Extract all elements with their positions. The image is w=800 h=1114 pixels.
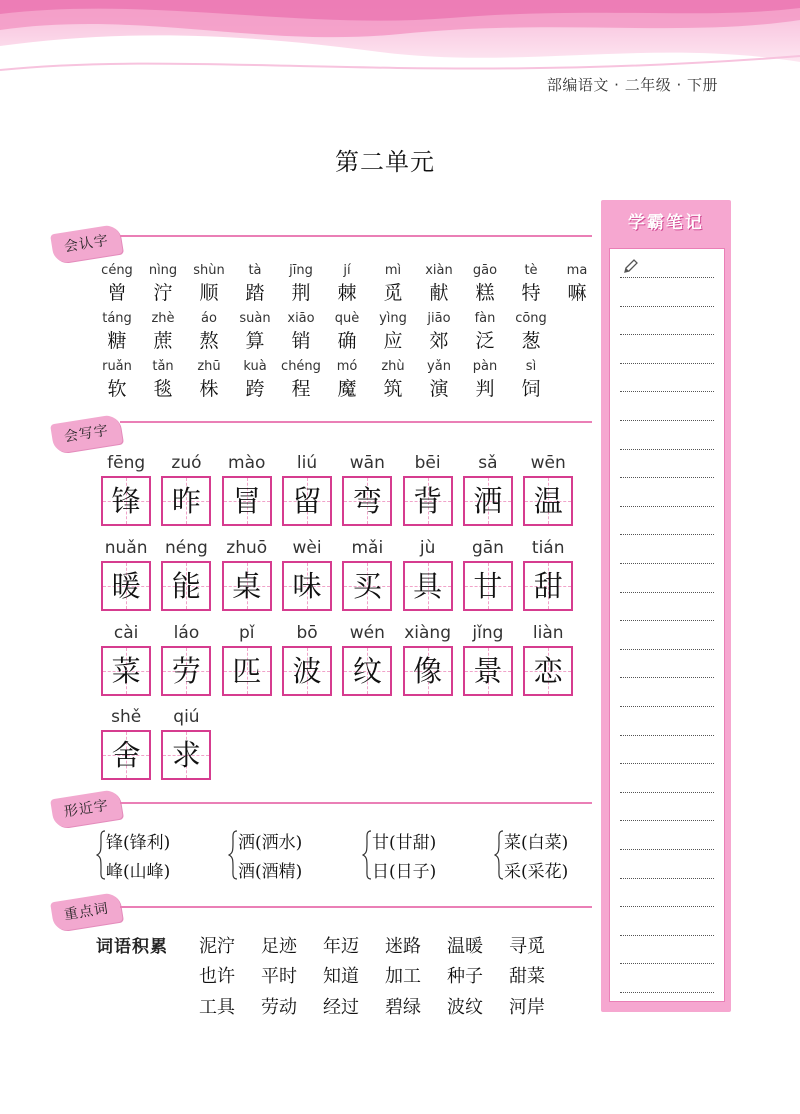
note-line	[620, 420, 714, 421]
note-line	[620, 706, 714, 707]
read-char	[416, 358, 462, 402]
write-char	[277, 535, 337, 611]
hanzi: 郊	[429, 330, 449, 352]
tianzige-grid	[403, 561, 453, 611]
similar-word: 甘(甘甜)	[372, 833, 437, 853]
hanzi: 顺	[199, 282, 219, 304]
key-word: 经过	[323, 997, 359, 1018]
write-char	[397, 450, 457, 526]
hanzi: 踏	[245, 282, 265, 304]
hanzi: 留	[292, 484, 322, 518]
hanzi: 洒	[473, 484, 503, 518]
hanzi: 劳	[171, 654, 201, 688]
key-word: 寻觅	[509, 936, 545, 957]
read-char	[140, 310, 186, 354]
pinyin: shě	[111, 707, 142, 727]
pinyin: jǐng	[472, 623, 504, 643]
note-line	[620, 878, 714, 879]
write-char	[217, 450, 277, 526]
read-row	[94, 310, 554, 354]
pinyin: fēng	[107, 453, 146, 473]
hanzi: 味	[292, 569, 322, 603]
hanzi: 泛	[475, 330, 495, 352]
write-char	[397, 620, 457, 696]
pinyin: què	[334, 311, 360, 326]
tianzige-grid	[282, 561, 332, 611]
note-line	[620, 563, 714, 564]
section-rule	[120, 421, 592, 423]
key-word: 温暖	[447, 936, 483, 957]
pinyin: jí	[343, 263, 351, 278]
tianzige-grid	[101, 646, 151, 696]
read-char	[416, 262, 462, 306]
note-line	[620, 792, 714, 793]
pinyin: wèi	[292, 538, 322, 558]
key-word-row	[199, 962, 571, 988]
write-char	[337, 535, 397, 611]
write-char	[96, 535, 156, 611]
read-char	[324, 262, 370, 306]
similar-word: 酒(酒精)	[238, 862, 303, 882]
pinyin: liú	[296, 453, 318, 473]
pinyin: cài	[113, 623, 139, 643]
pinyin: bēi	[414, 453, 441, 473]
hanzi: 冒	[232, 484, 262, 518]
hanzi: 饲	[521, 378, 541, 400]
note-line	[620, 506, 714, 507]
note-line	[620, 449, 714, 450]
note-line	[620, 649, 714, 650]
tianzige-grid	[282, 646, 332, 696]
key-word: 平时	[261, 966, 297, 987]
notes-title: 学霸笔记	[628, 213, 704, 233]
read-char	[278, 262, 324, 306]
read-char	[462, 358, 508, 402]
hanzi: 暖	[111, 569, 141, 603]
write-char	[156, 620, 216, 696]
hanzi: 纹	[352, 654, 382, 688]
pinyin: pǐ	[238, 623, 255, 643]
pinyin: kuà	[243, 359, 267, 374]
read-char	[508, 310, 554, 354]
note-line	[620, 306, 714, 307]
hanzi: 跨	[245, 378, 265, 400]
write-row	[96, 620, 578, 696]
hanzi: 蔗	[153, 330, 173, 352]
pinyin: liàn	[532, 623, 564, 643]
pinyin: tè	[524, 263, 538, 278]
pinyin: yìng	[379, 311, 407, 326]
pencil-icon	[622, 257, 640, 275]
key-word-row	[199, 993, 571, 1019]
hanzi: 特	[521, 282, 541, 304]
note-line	[620, 992, 714, 993]
tianzige-grid	[161, 561, 211, 611]
key-word: 年迈	[323, 936, 359, 957]
pinyin: suàn	[239, 311, 271, 326]
hanzi: 毯	[153, 378, 173, 400]
hanzi: 软	[107, 378, 127, 400]
pinyin: nìng	[148, 263, 178, 278]
key-word: 迷路	[385, 936, 421, 957]
read-char	[186, 358, 232, 402]
tianzige-grid	[101, 476, 151, 526]
note-line	[620, 735, 714, 736]
pinyin: jiāo	[427, 311, 451, 326]
read-char	[370, 358, 416, 402]
pinyin: sǎ	[478, 453, 498, 473]
hanzi: 嘛	[567, 282, 587, 304]
pinyin: fàn	[474, 311, 496, 326]
hanzi: 糖	[107, 330, 127, 352]
pinyin: gāo	[472, 263, 498, 278]
write-char	[156, 535, 216, 611]
tianzige-grid	[342, 646, 392, 696]
hanzi: 判	[475, 378, 495, 400]
tianzige-grid	[161, 730, 211, 780]
pinyin: chéng	[281, 359, 321, 374]
tianzige-grid	[523, 646, 573, 696]
hanzi: 程	[291, 378, 311, 400]
note-line	[620, 477, 714, 478]
pinyin: wén	[349, 623, 385, 643]
pinyin: tǎn	[152, 359, 174, 374]
similar-word: 峰(山峰)	[106, 862, 171, 882]
read-char	[94, 310, 140, 354]
write-char	[458, 620, 518, 696]
note-line	[620, 534, 714, 535]
read-char	[554, 262, 600, 306]
write-char	[397, 535, 457, 611]
pinyin: xiàn	[425, 263, 453, 278]
pinyin: zhè	[151, 311, 175, 326]
key-word: 种子	[447, 966, 483, 987]
pinyin: pàn	[472, 359, 498, 374]
pinyin: xiàng	[404, 623, 452, 643]
tianzige-grid	[161, 646, 211, 696]
hanzi: 演	[429, 378, 449, 400]
write-row	[96, 535, 578, 611]
read-char	[370, 262, 416, 306]
notes-paper	[609, 248, 725, 1002]
pinyin: wān	[349, 453, 385, 473]
hanzi: 甜	[533, 569, 563, 603]
write-char	[156, 450, 216, 526]
write-char	[277, 620, 337, 696]
hanzi: 具	[413, 569, 443, 603]
section-tag-write: 会写字	[50, 414, 123, 454]
write-char	[217, 620, 277, 696]
note-line	[620, 334, 714, 335]
tianzige-grid	[463, 476, 513, 526]
read-char	[462, 262, 508, 306]
note-line	[620, 592, 714, 593]
pinyin: mì	[384, 263, 402, 278]
write-char	[458, 535, 518, 611]
key-word: 工具	[199, 997, 235, 1018]
hanzi: 背	[413, 484, 443, 518]
page-title: 第二单元	[335, 148, 435, 176]
tianzige-grid	[101, 561, 151, 611]
hanzi: 糕	[475, 282, 495, 304]
note-line	[620, 849, 714, 850]
section-tag-key: 重点词	[50, 892, 123, 932]
hanzi: 熬	[199, 330, 219, 352]
read-char	[232, 262, 278, 306]
note-line	[620, 363, 714, 364]
read-char	[232, 310, 278, 354]
note-line	[620, 935, 714, 936]
hanzi: 像	[413, 654, 443, 688]
section-rule	[120, 802, 592, 804]
pinyin: zhù	[381, 359, 405, 374]
section-tag-read: 会认字	[50, 224, 123, 264]
read-char	[324, 358, 370, 402]
read-char	[278, 358, 324, 402]
tianzige-grid	[282, 476, 332, 526]
tianzige-grid	[222, 476, 272, 526]
read-char	[186, 262, 232, 306]
read-char	[232, 358, 278, 402]
write-char	[96, 450, 156, 526]
similar-word: 日(日子)	[372, 862, 437, 882]
tianzige-grid	[222, 646, 272, 696]
read-char	[278, 310, 324, 354]
pinyin: sì	[525, 359, 537, 374]
tianzige-grid	[161, 476, 211, 526]
key-word: 波纹	[447, 997, 483, 1018]
note-line	[620, 820, 714, 821]
tianzige-grid	[101, 730, 151, 780]
note-line	[620, 906, 714, 907]
tianzige-grid	[463, 646, 513, 696]
hanzi: 曾	[107, 282, 127, 304]
pinyin: zuó	[171, 453, 202, 473]
tianzige-grid	[222, 561, 272, 611]
key-word-row	[199, 932, 571, 958]
note-line	[620, 763, 714, 764]
hanzi: 匹	[232, 654, 262, 688]
pinyin: mó	[336, 359, 358, 374]
pinyin: gān	[471, 538, 504, 558]
tianzige-grid	[403, 476, 453, 526]
brace-icon	[228, 830, 238, 880]
key-words-label: 词语积累	[96, 937, 168, 957]
read-char	[508, 358, 554, 402]
note-line	[620, 620, 714, 621]
read-char	[462, 310, 508, 354]
section-rule	[120, 906, 592, 908]
write-char	[217, 535, 277, 611]
pinyin: láo	[173, 623, 200, 643]
hanzi: 桌	[232, 569, 262, 603]
hanzi: 温	[533, 484, 563, 518]
read-char	[140, 358, 186, 402]
read-char	[140, 262, 186, 306]
brace-icon	[362, 830, 372, 880]
brace-icon	[96, 830, 106, 880]
hanzi: 算	[245, 330, 265, 352]
key-word: 甜菜	[509, 966, 545, 987]
section-tag-similar: 形近字	[50, 789, 123, 829]
pinyin: áo	[201, 311, 217, 326]
write-char	[518, 620, 578, 696]
write-char	[277, 450, 337, 526]
write-char	[518, 450, 578, 526]
pinyin: mào	[228, 453, 266, 473]
hanzi: 棘	[337, 282, 357, 304]
hanzi: 弯	[352, 484, 382, 518]
hanzi: 确	[337, 330, 357, 352]
similar-word: 采(采花)	[504, 862, 569, 882]
tianzige-grid	[523, 476, 573, 526]
hanzi: 魔	[337, 378, 357, 400]
notes-panel	[601, 200, 731, 1012]
write-row	[96, 704, 217, 780]
hanzi: 昨	[171, 484, 201, 518]
tianzige-grid	[523, 561, 573, 611]
key-word: 劳动	[261, 997, 297, 1018]
write-char	[96, 704, 156, 780]
tianzige-grid	[403, 646, 453, 696]
hanzi: 舍	[111, 738, 141, 772]
hanzi: 求	[171, 738, 201, 772]
pinyin: shùn	[193, 263, 225, 278]
read-row	[94, 358, 554, 402]
read-char	[186, 310, 232, 354]
pinyin: ruǎn	[102, 359, 132, 374]
tianzige-grid	[342, 561, 392, 611]
hanzi: 荆	[291, 282, 311, 304]
note-line	[620, 391, 714, 392]
hanzi: 泞	[153, 282, 173, 304]
pinyin: qiú	[173, 707, 200, 727]
note-line	[620, 677, 714, 678]
write-char	[337, 620, 397, 696]
read-char	[370, 310, 416, 354]
pinyin: jù	[419, 538, 436, 558]
key-word: 泥泞	[199, 936, 235, 957]
note-line	[620, 963, 714, 964]
pinyin: zhuō	[226, 538, 268, 558]
hanzi: 筑	[383, 378, 403, 400]
hanzi: 献	[429, 282, 449, 304]
section-rule	[120, 235, 592, 237]
write-char	[518, 535, 578, 611]
pinyin: mǎi	[351, 538, 384, 558]
pinyin: wēn	[530, 453, 566, 473]
read-row	[94, 262, 600, 306]
hanzi: 波	[292, 654, 322, 688]
hanzi: 买	[352, 569, 382, 603]
brace-icon	[494, 830, 504, 880]
hanzi: 景	[473, 654, 503, 688]
key-word: 加工	[385, 966, 421, 987]
hanzi: 甘	[473, 569, 503, 603]
read-char	[508, 262, 554, 306]
write-char	[458, 450, 518, 526]
read-char	[94, 262, 140, 306]
read-char	[94, 358, 140, 402]
note-line	[620, 277, 714, 278]
hanzi: 恋	[533, 654, 563, 688]
pinyin: xiāo	[287, 311, 315, 326]
pinyin: bō	[296, 623, 318, 643]
hanzi: 葱	[521, 330, 541, 352]
read-char	[324, 310, 370, 354]
similar-word: 菜(白菜)	[504, 833, 569, 853]
pinyin: tián	[531, 538, 565, 558]
pinyin: nuǎn	[104, 538, 148, 558]
hanzi: 锋	[111, 484, 141, 518]
read-char	[416, 310, 462, 354]
book-label: 部编语文 · 二年级 · 下册	[546, 76, 718, 94]
pinyin: zhū	[197, 359, 221, 374]
pinyin: yǎn	[427, 359, 451, 374]
pinyin: táng	[102, 311, 132, 326]
pinyin: néng	[165, 538, 208, 558]
hanzi: 销	[291, 330, 311, 352]
key-word: 知道	[323, 966, 359, 987]
similar-word: 锋(锋利)	[106, 833, 171, 853]
write-char	[156, 704, 216, 780]
pinyin: cōng	[515, 311, 547, 326]
hanzi: 应	[383, 330, 403, 352]
write-row	[96, 450, 578, 526]
tianzige-grid	[463, 561, 513, 611]
pinyin: jīng	[289, 263, 313, 278]
write-char	[337, 450, 397, 526]
write-char	[96, 620, 156, 696]
similar-word: 洒(洒水)	[238, 833, 303, 853]
key-word: 足迹	[261, 936, 297, 957]
key-word: 河岸	[509, 997, 545, 1018]
pinyin: céng	[101, 263, 133, 278]
tianzige-grid	[342, 476, 392, 526]
hanzi: 能	[171, 569, 201, 603]
hanzi: 觅	[383, 282, 403, 304]
hanzi: 菜	[111, 654, 141, 688]
key-word: 也许	[199, 966, 235, 987]
pinyin: tà	[248, 263, 262, 278]
pinyin: ma	[566, 263, 588, 278]
hanzi: 株	[199, 378, 219, 400]
key-word: 碧绿	[385, 997, 421, 1018]
